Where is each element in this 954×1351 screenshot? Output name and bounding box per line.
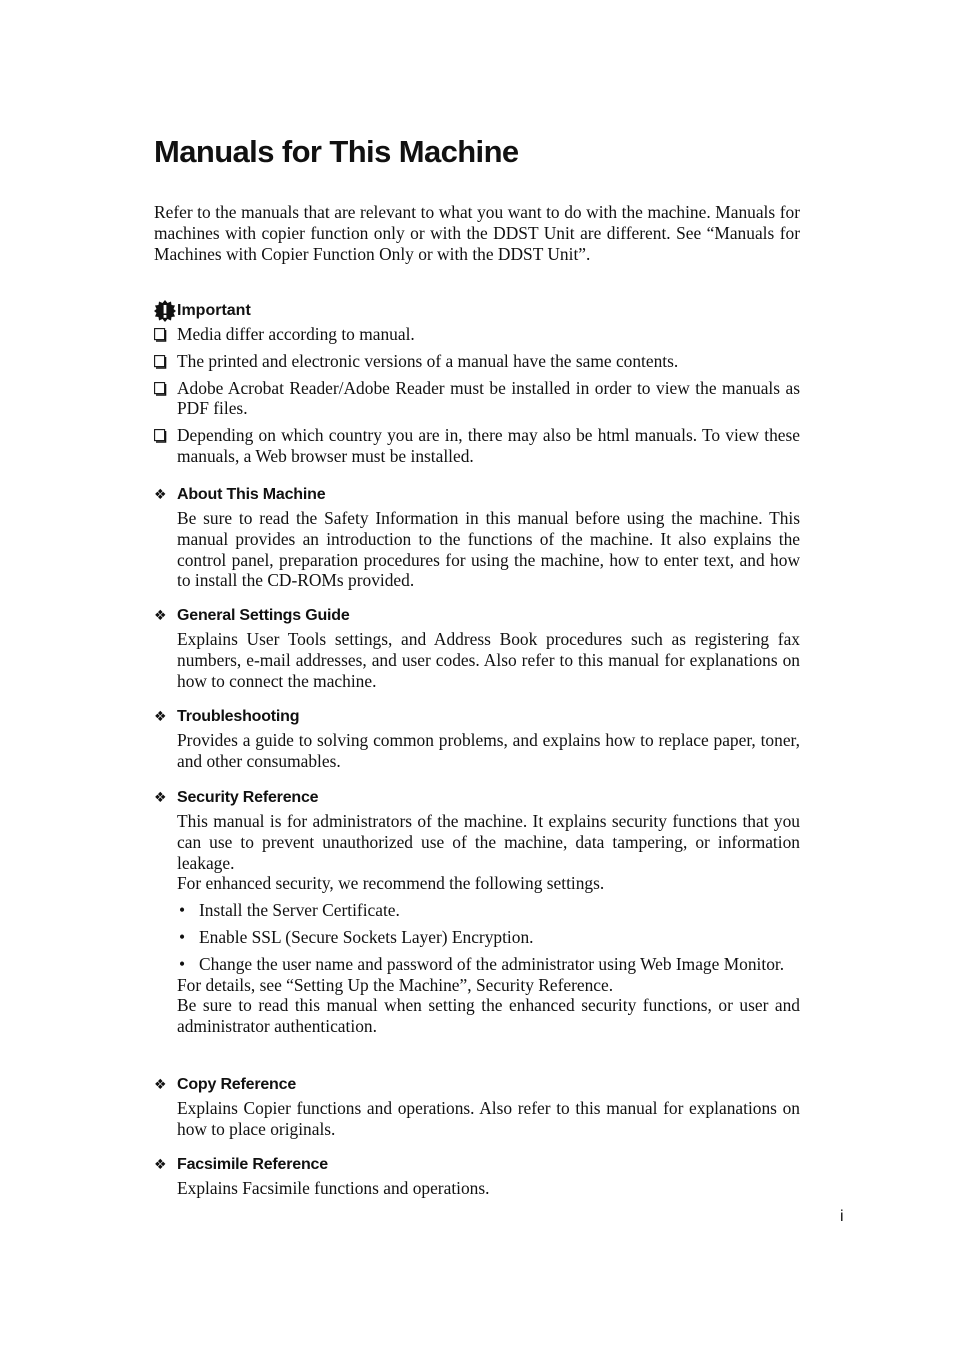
section-heading-copy [154,1074,296,1096]
important-heading [154,300,251,322]
section-text: Explains User Tools settings, and Address Book procedures such as registering fax numbers, e-mail addresses, and user codes. Also refer to this manual for explanations on how to connect the machine. [177,629,800,691]
page-number: i [840,1208,844,1225]
bullet-item: • Install the Server Certificate. [177,900,800,921]
section-text: Explains Facsimile functions and operations. [177,1178,490,1198]
important-item-text: The printed and electronic versions of a manual have the same contents. [177,350,679,371]
section-heading-text: Copy Reference [177,1076,297,1093]
section-text: This manual is for administrators of the machine. It explains security functions that you can use to prevent unauthorized use of the machine, data tampering, or information leakage. [177,811,800,873]
important-item-text: Media differ according to manual. [177,324,415,344]
checkbox-icon [154,355,167,369]
important-label: Important [177,302,251,319]
section-heading-text: Facsimile Reference [177,1156,328,1173]
important-item [154,378,800,420]
section-heading-text: Troubleshooting [177,708,300,725]
important-item [154,324,800,345]
section-text: For details, see “Setting Up the Machine”, Security Reference. [177,974,614,995]
section-heading-general [154,605,350,627]
section-heading-text: About This Machine [177,486,326,503]
section-text: Explains Copier functions and operations. Also refer to this manual for explanations on how to place originals. [177,1098,800,1139]
bullet-item: • Enable SSL (Secure Sockets Layer) Encryption. [177,927,800,948]
section-body-troubleshooting [177,730,800,772]
checkbox-icon [154,429,167,443]
section-text: Be sure to read this manual when setting the enhanced security functions, or user and administrator authentication. [177,995,800,1037]
diamond-bullet-icon: ❖ [154,790,167,806]
diamond-bullet-icon: ❖ [154,1077,167,1093]
section-body-copy [177,1098,800,1140]
important-item-text: Adobe Acrobat Reader/Adobe Reader must be installed in order to view the manuals as PDF files. [177,377,800,419]
intro-paragraph: Refer to the manuals that are relevant to what you want to do with the machine. Manuals for machines with copier function only or with the DDST Unit are different. See “Manuals for Machines with Copier Function Only or with the DDST Unit”. [154,202,800,264]
important-list [154,324,800,473]
section-heading-troubleshooting [154,706,299,728]
section-text: For enhanced security, we recommend the following settings. [177,873,605,894]
diamond-bullet-icon: ❖ [154,709,167,725]
important-icon [154,300,176,322]
diamond-bullet-icon: ❖ [154,608,167,624]
important-item [154,425,800,467]
section-body-about [177,508,800,591]
section-body-facsimile [177,1178,800,1199]
diamond-bullet-icon: ❖ [154,487,167,503]
section-heading-facsimile [154,1154,328,1176]
section-body-general [177,629,800,691]
section-heading-text: General Settings Guide [177,607,350,624]
section-heading-text: Security Reference [177,789,319,806]
checkbox-icon [154,328,167,342]
section-heading-security [154,787,318,809]
checkbox-icon [154,382,167,396]
section-heading-about [154,484,325,506]
section-body-security [177,811,800,1037]
page-title: Manuals for This Machine [154,134,519,169]
section-text: Be sure to read the Safety Information in this manual before using the machine. This manual provides an introduction to the functions of the machine. It also explains the control panel, preparation procedures for using the machine, how to enter text, and how to install the CD-ROMs provided. [177,508,800,591]
important-item-text: Depending on which country you are in, there may also be html manuals. To view these manuals, a Web browser must be installed. [177,425,800,466]
security-bullet-list [177,900,800,974]
important-item [154,351,800,372]
bullet-item: • Change the user name and password of the administrator using Web Image Monitor. [177,954,800,975]
diamond-bullet-icon: ❖ [154,1157,167,1173]
section-text: Provides a guide to solving common problems, and explains how to replace paper, toner, and other consumables. [177,730,800,771]
